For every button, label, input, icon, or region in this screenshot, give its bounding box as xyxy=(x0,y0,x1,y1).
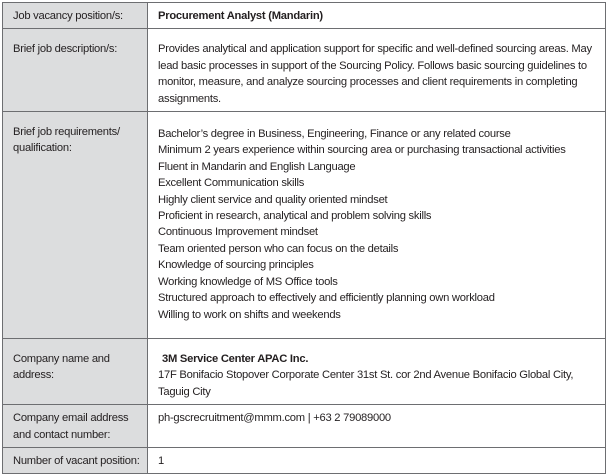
company-name: 3M Service Center APAC Inc. xyxy=(162,353,309,366)
value-position: Procurement Analyst (Mandarin) xyxy=(148,3,606,29)
requirement-item: Highly client service and quality oriented mindset xyxy=(158,193,388,206)
description-text: Provides analytical and application support for specific and well-defined sourcing areas. May lead basic processes in support of the Sourcing Policy. Follows basic sourcing guidelines to monitor, measure, and analyze sourcing processes and client requirements in completing assignments. xyxy=(158,43,592,105)
requirement-item: Bachelor’s degree in Business, Engineering, Finance or any related course xyxy=(158,128,511,141)
requirement-item: Fluent in Mandarin and English Language xyxy=(158,160,356,173)
value-requirements xyxy=(148,112,606,339)
requirements-list xyxy=(158,126,599,323)
requirement-item: Knowledge of sourcing principles xyxy=(158,259,314,272)
row-position xyxy=(3,3,606,29)
row-description xyxy=(3,29,606,112)
row-company xyxy=(3,339,606,405)
value-contact: ph-gscrecruitment@mmm.com | +63 2 79089000 xyxy=(148,405,606,448)
label-company: Company name and address: xyxy=(3,339,148,405)
requirement-item: Team oriented person who can focus on the details xyxy=(158,242,399,255)
label-description: Brief job description/s: xyxy=(3,29,148,112)
label-position: Job vacancy position/s: xyxy=(3,3,148,29)
row-contact xyxy=(3,405,606,448)
row-requirements xyxy=(3,112,606,339)
label-vacancies: Number of vacant position: xyxy=(3,448,148,474)
row-vacancies xyxy=(3,448,606,474)
value-vacancies: 1 xyxy=(148,448,606,474)
requirement-item: Excellent Communication skills xyxy=(158,177,305,190)
requirement-item: Structured approach to effectively and efficiently planning own workload xyxy=(158,292,495,305)
job-vacancy-table xyxy=(2,2,606,474)
requirement-item: Working knowledge of MS Office tools xyxy=(158,275,338,288)
requirement-item: Proficient in research, analytical and problem solving skills xyxy=(158,210,432,223)
label-contact: Company email address and contact number: xyxy=(3,405,148,448)
requirement-item: Continuous Improvement mindset xyxy=(158,226,318,239)
label-requirements: Brief job requirements/ qualification: xyxy=(3,112,148,339)
value-description xyxy=(148,29,606,112)
requirement-item: Willing to work on shifts and weekends xyxy=(158,308,341,321)
company-address: 17F Bonifacio Stopover Corporate Center 31st St. cor 2nd Avenue Bonifacio Global City, Taguig City xyxy=(158,369,574,398)
value-company xyxy=(148,339,606,405)
requirement-item: Minimum 2 years experience within sourcing area or purchasing transactional activities xyxy=(158,144,566,157)
